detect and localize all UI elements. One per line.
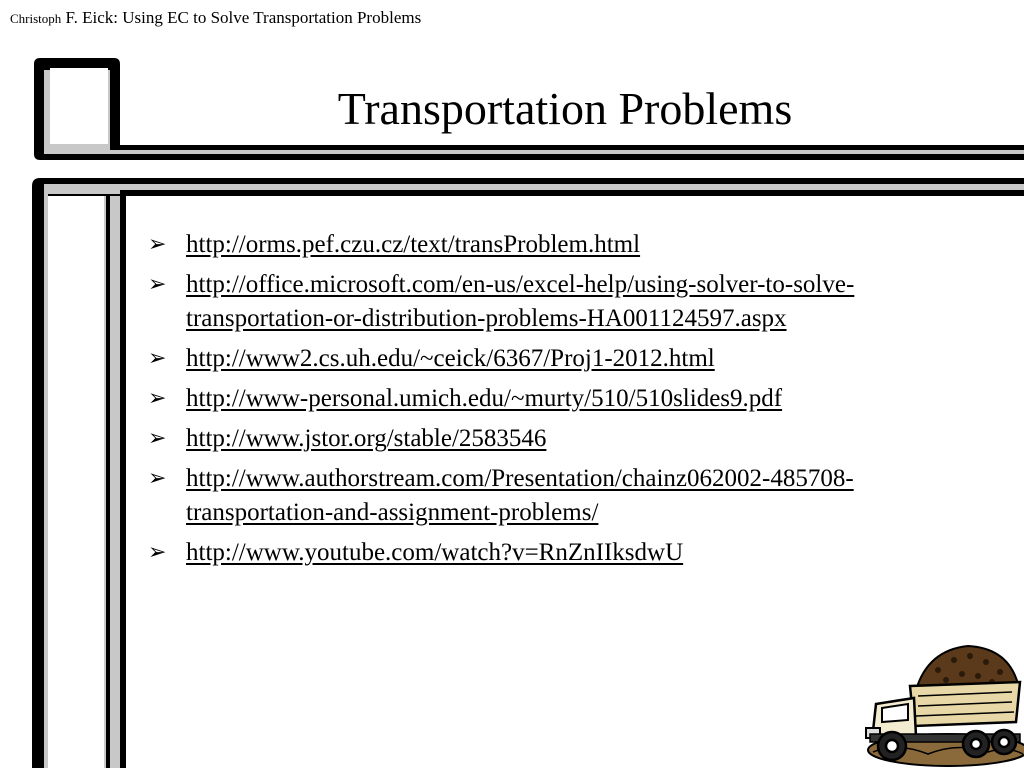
list-item: [148, 462, 978, 530]
bullet-arrow-icon: ➢: [148, 232, 167, 257]
link-youtube[interactable]: http://www.youtube.com/watch?v=RnZnIIksdwU: [186, 539, 684, 566]
list-item: [148, 228, 978, 262]
header-author-first: Christoph: [10, 11, 62, 26]
slide-title: Transportation Problems: [337, 83, 793, 134]
header-author-rest: F. Eick: Using EC to Solve Transportation Problems: [65, 8, 422, 27]
list-item: [148, 342, 978, 376]
link-authorstream[interactable]: http://www.authorstream.com/Presentation/chainz062002-485708-transportation-and-assignment-problems/: [186, 465, 854, 526]
link-microsoft-solver[interactable]: http://office.microsoft.com/en-us/excel-help/using-solver-to-solve-transportation-or-distribution-problems-HA001124597.aspx: [186, 271, 855, 332]
bullet-arrow-icon: ➢: [148, 386, 167, 411]
bullet-arrow-icon: ➢: [148, 466, 167, 491]
dump-truck-icon: [858, 642, 1024, 768]
link-uh-project[interactable]: http://www2.cs.uh.edu/~ceick/6367/Proj1-2012.html: [186, 345, 715, 372]
list-item: [148, 382, 978, 416]
bullet-arrow-icon: ➢: [148, 272, 167, 297]
bullet-arrow-icon: ➢: [148, 426, 167, 451]
link-umich-slides[interactable]: http://www-personal.umich.edu/~murty/510/510slides9.pdf: [186, 385, 783, 412]
list-item: [148, 422, 978, 456]
link-list: [148, 228, 978, 576]
link-orms[interactable]: http://orms.pef.czu.cz/text/transProblem.html: [186, 231, 641, 258]
bullet-arrow-icon: ➢: [148, 540, 167, 565]
link-jstor[interactable]: http://www.jstor.org/stable/2583546: [186, 425, 547, 452]
list-item: [148, 536, 978, 570]
bullet-arrow-icon: ➢: [148, 346, 167, 371]
list-item: [148, 268, 978, 336]
